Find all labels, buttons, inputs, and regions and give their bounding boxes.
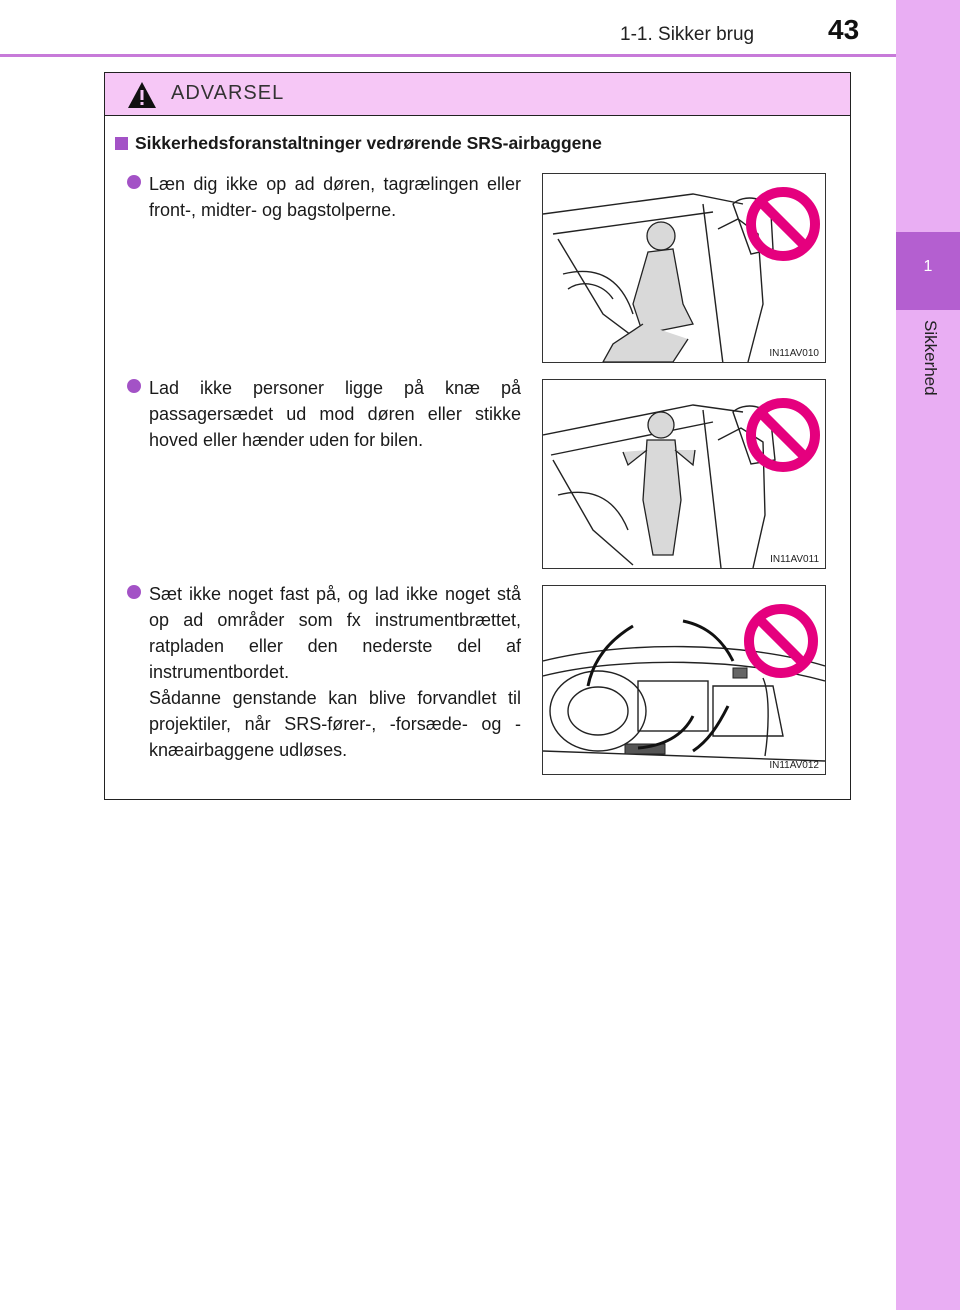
round-bullet-icon bbox=[127, 379, 141, 393]
round-bullet-icon bbox=[127, 585, 141, 599]
section-title: 1-1. Sikker brug bbox=[620, 24, 755, 45]
header-rule bbox=[0, 54, 896, 57]
dashboard-objects-illustration bbox=[543, 586, 825, 774]
chapter-number: 1 bbox=[923, 258, 933, 275]
illustration-dashboard-objects bbox=[542, 585, 826, 775]
warning-header bbox=[105, 73, 850, 116]
warning-label: ADVARSEL bbox=[171, 82, 285, 104]
chapter-title: Sikkerhed bbox=[921, 320, 940, 396]
illustration-kneeling-on-seat bbox=[542, 379, 826, 569]
warning-box bbox=[104, 72, 851, 800]
person-kneeling-on-seat-illustration bbox=[543, 380, 825, 568]
warning-item-text: Lad ikke personer ligge på knæ på passagersædet ud mod døren eller stikke hoved eller hænder uden for bilen. bbox=[149, 378, 521, 450]
illustration-lean-on-door bbox=[542, 173, 826, 363]
image-code: IN11AV012 bbox=[769, 760, 819, 771]
chapter-tab bbox=[896, 0, 960, 1310]
square-bullet-icon bbox=[115, 137, 128, 150]
warning-subheading bbox=[115, 133, 602, 154]
page-number: 43 bbox=[828, 14, 860, 45]
warning-subheading-text: Sikkerhedsforanstaltninger vedrørende SRS-airbaggene bbox=[135, 133, 602, 153]
person-leaning-on-door-illustration bbox=[543, 174, 825, 362]
warning-item-text: Sæt ikke noget fast på, og lad ikke noget stå op ad områder som fx instrumentbrættet, ratpladen eller den nederste del af instrumentbordet. Sådanne genstande kan blive forvandlet til projektiler, når SRS-fører-, -forsæde- og -knæairbaggene udløses. bbox=[149, 584, 521, 760]
warning-item-text: Læn dig ikke op ad døren, tagrælingen eller front-, midter- og bagstolperne. bbox=[149, 174, 521, 220]
round-bullet-icon bbox=[127, 175, 141, 189]
image-code: IN11AV011 bbox=[770, 554, 819, 565]
warning-triangle-icon bbox=[127, 81, 157, 109]
image-code: IN11AV010 bbox=[769, 348, 819, 359]
